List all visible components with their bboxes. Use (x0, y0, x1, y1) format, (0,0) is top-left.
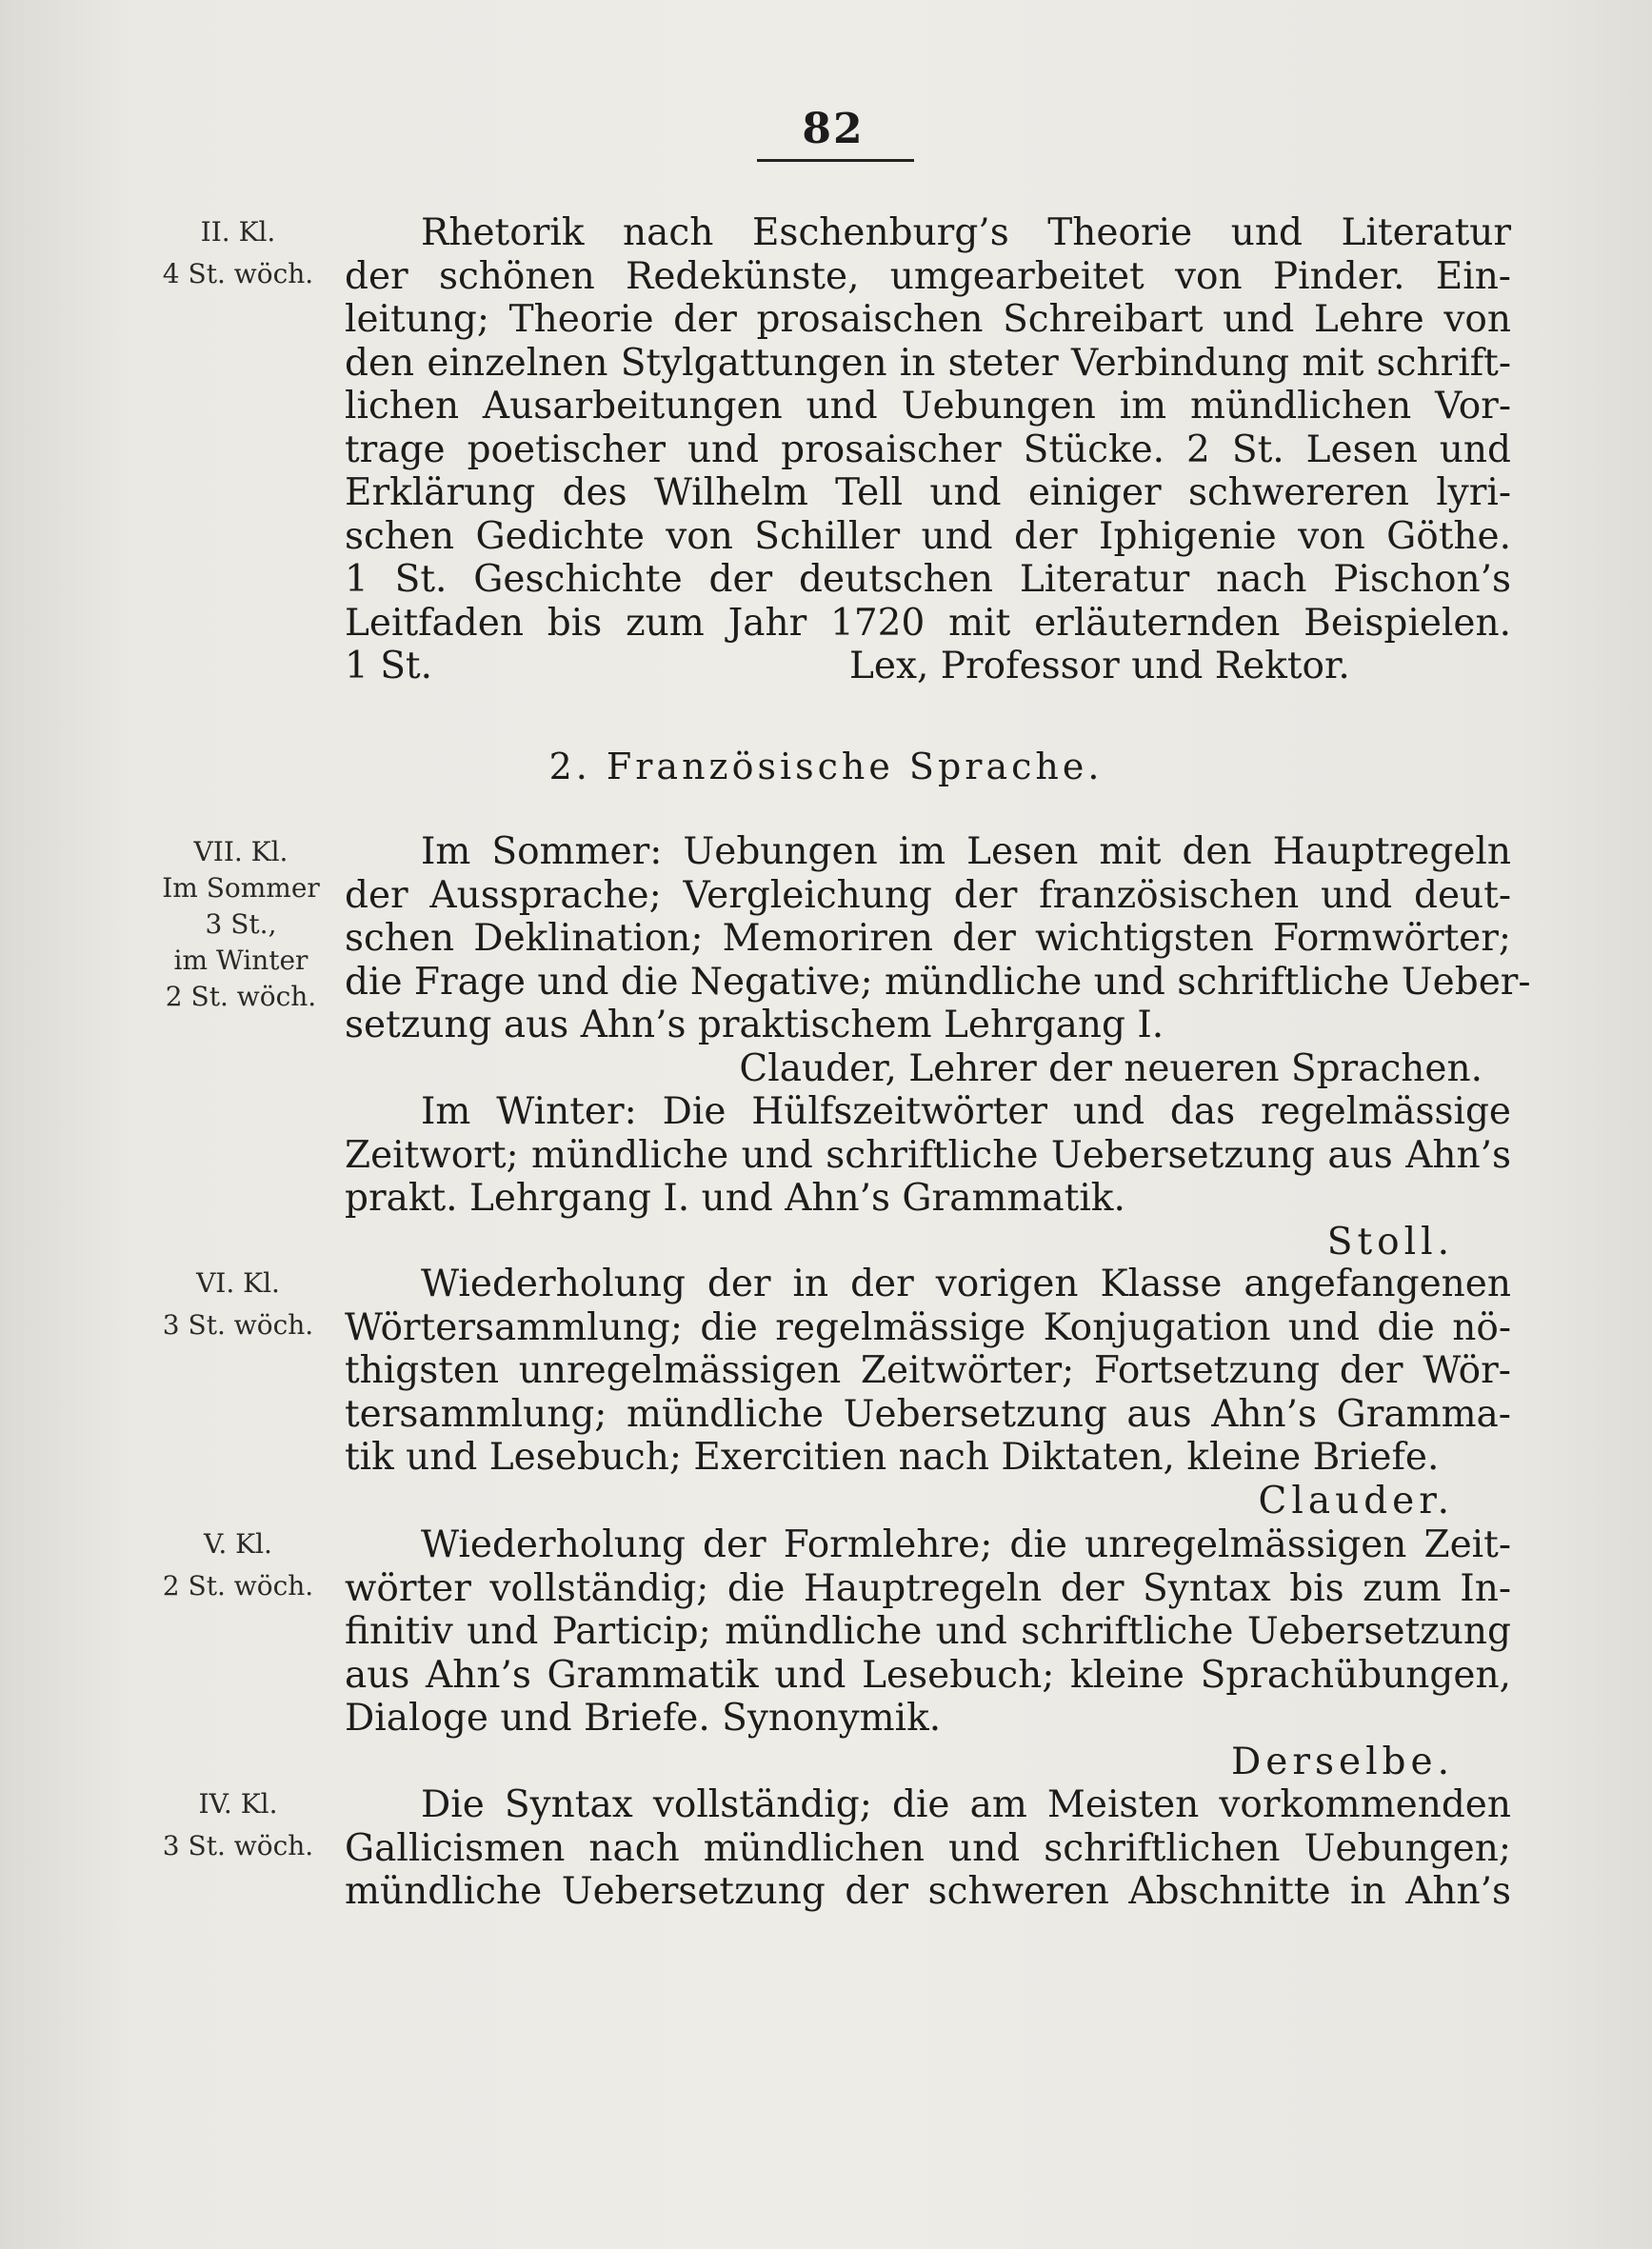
text-line: leitung; Theorie der prosaischen Schreibart und Lehre von (345, 298, 1511, 341)
text-line: mündliche Uebersetzung der schweren Abschnitte in Ahn’s (345, 1870, 1511, 1913)
class-marginal-note (143, 1523, 333, 1607)
class-marginal-note (143, 211, 333, 295)
text-line: setzung aus Ahn’s praktischem Lehrgang I. (345, 1004, 1164, 1046)
section-text (345, 1523, 1511, 1783)
class-label: IV. Kl. (198, 1788, 278, 1820)
text-line: schen Deklination; Memoriren der wichtigsten Formwörter; (345, 917, 1511, 960)
closing-hours: 1 St. (345, 645, 432, 687)
text-line: Wiederholung der in der vorigen Klasse angefangenen (421, 1263, 1511, 1305)
text-line: 1 St. Geschichte der deutschen Literatur nach Pischon’s (345, 558, 1511, 601)
section-text (345, 211, 1511, 688)
text-line: die Frage und die Negative; mündliche und schriftliche Ueber- (345, 960, 1531, 1004)
section-heading: 2. Französische Sprache. (548, 746, 1104, 787)
text-line: Die Syntax vollständig; die am Meisten vorkommenden (421, 1783, 1511, 1826)
closing-line (345, 645, 1511, 688)
hours-label: 3 St. wöch. (162, 1830, 314, 1861)
page-number: 82 (802, 105, 865, 153)
summer-label: Im Sommer (162, 872, 320, 904)
teacher-signature: Clauder, Lehrer der neueren Sprachen. (739, 1046, 1483, 1090)
class-label: II. Kl. (200, 216, 276, 248)
class-label: V. Kl. (204, 1528, 272, 1560)
winter-label: im Winter (173, 945, 309, 976)
text-line: lichen Ausarbeitungen und Uebungen im mündlichen Vor- (345, 385, 1511, 428)
hours-label: 3 St., (205, 908, 277, 940)
teacher-signature: Lex, Professor und Rektor. (849, 645, 1350, 687)
text-line: Dialoge und Briefe. Synonymik. (345, 1697, 942, 1740)
class-label: VII. Kl. (193, 836, 289, 867)
text-line: prakt. Lehrgang I. und Ahn’s Grammatik. (345, 1177, 1125, 1220)
hours-label: 2 St. wöch. (162, 1570, 314, 1602)
text-line: Rhetorik nach Eschenburg’s Theorie und Literatur (421, 211, 1511, 254)
teacher-signature: Derselbe. (1230, 1740, 1454, 1783)
text-line: Leitfaden bis zum Jahr 1720 mit erläuternden Beispielen. (345, 601, 1511, 645)
text-line: der Aussprache; Vergleichung der französischen und deut- (345, 873, 1511, 917)
text-line: Im Sommer: Uebungen im Lesen mit den Hauptregeln (421, 830, 1511, 873)
teacher-signature: Clauder. (1258, 1479, 1454, 1523)
text-line: Wörtersammlung; die regelmässige Konjugation und die nö- (345, 1305, 1511, 1349)
text-line: thigsten unregelmässigen Zeitwörter; Fortsetzung der Wör- (345, 1349, 1511, 1392)
section-text (345, 1263, 1511, 1523)
text-line: Im Winter: Die Hülfszeitwörter und das regelmässige (421, 1090, 1511, 1133)
text-line: finitiv und Particip; mündliche und schriftliche Uebersetzung (345, 1610, 1511, 1653)
hours-label: 2 St. wöch. (165, 981, 317, 1012)
text-line: Wiederholung der Formlehre; die unregelmässigen Zeit- (421, 1523, 1511, 1566)
teacher-signature: Stoll. (1326, 1220, 1454, 1264)
text-line: den einzelnen Stylgattungen in steter Verbindung mit schrift- (345, 341, 1511, 385)
text-line: Erklärung des Wilhelm Tell und einiger schwereren lyri- (345, 471, 1511, 514)
section-text (345, 830, 1531, 1264)
hours-label: 3 St. wöch. (162, 1309, 314, 1341)
text-line: tik und Lesebuch; Exercitien nach Diktaten, kleine Briefe. (345, 1436, 1440, 1479)
text-line: trage poetischer und prosaischer Stücke. 2 St. Lesen und (345, 428, 1511, 471)
text-line: wörter vollständig; die Hauptregeln der Syntax bis zum In- (345, 1566, 1511, 1610)
text-line: Zeitwort; mündliche und schriftliche Uebersetzung aus Ahn’s (345, 1133, 1511, 1177)
class-marginal-note (143, 1783, 333, 1867)
hours-label: 4 St. wöch. (162, 258, 314, 289)
class-marginal-note (143, 1263, 333, 1346)
text-line: der schönen Redekünste, umgearbeitet von Pinder. Ein- (345, 254, 1511, 298)
text-line: Gallicismen nach mündlichen und schriftlichen Uebungen; (345, 1826, 1511, 1870)
text-line: schen Gedichte von Schiller und der Iphigenie von Göthe. (345, 514, 1511, 558)
section-text (345, 1783, 1511, 1914)
text-line: tersammlung; mündliche Uebersetzung aus Ahn’s Gramma- (345, 1392, 1511, 1436)
class-label: VI. Kl. (196, 1267, 280, 1299)
class-marginal-note (141, 834, 341, 1015)
page-number-rule (757, 159, 914, 162)
text-line: aus Ahn’s Grammatik und Lesebuch; kleine Sprachübungen, (345, 1653, 1511, 1697)
